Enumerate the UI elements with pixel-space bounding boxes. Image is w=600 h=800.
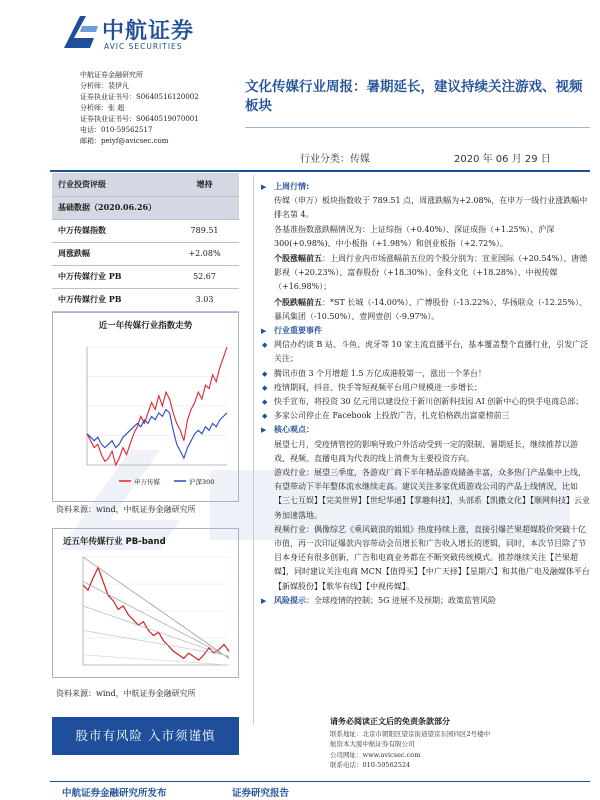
report-title: 文化传媒行业周报：暑期延长，建议持续关注游戏、视频板块 [245,79,583,114]
rating-value: 增持 [170,173,239,196]
risk-paragraph [262,594,590,608]
news-item: ◆ 快手宣布，将投资 30 亿元用以建设位于新川创新科技园 AI 创新中心的快手电商总部； [262,395,590,409]
logo-text-en: AVIC SECURITIES [104,42,183,51]
index-trend-plot [57,333,235,499]
table-row [52,219,239,242]
risk-label: 风险提示 [274,595,306,605]
losers-paragraph [262,295,590,324]
row-label: 中万传媒指数 [52,219,170,242]
paragraph: 视频行业：偶像综艺《乘风破浪的姐姐》热度持续上涨，直接引爆芒果超媒股价突破十亿市值，再一次印证爆款内容带动会员增长和广告收入增长的逻辑，同时，本次节目除了节目本身还有很多创新，广告和电商业务都在不断突破传统模式。推荐继续关注【芒果超媒】，同时建议关注电商 MCN【值得买】【中广天择】【星期六】和其他广电及融媒体平台【新媒股份】【歌华有线】【中视传媒】。 [274,524,590,591]
contact-line: 联系地址：北京市朝阳区望京街道望京东园四区2号楼中 [330,729,491,738]
row-label: 周涨跌幅 [52,242,170,265]
contact-line: 公司网址：www.avicsec.com [330,750,421,759]
section-heading-news: ▶ 行业重要事件 [262,324,590,338]
paragraph: 游戏行业：展望三季度，各游戏厂商下半年精品游戏储备丰富，众多热门产品集中上线，有望带动下半年整体流水继续走高。建议关注多家优质游戏公司的产品上线情况，比如【三七互娱】【完美世界】【世纪华通】【掌趣科技】，头部系【凯撒文化】【顺网科技】云业务加速落地。 [274,468,590,520]
contact-info [330,717,590,771]
row-value: 52.67 [170,265,239,288]
row-label: 中万传媒行业 PB [52,265,170,288]
footer-rule [50,781,590,782]
header-rule [50,170,590,172]
disclaimer-note: 请务必阅读正文后的免责条款部分 [330,717,450,726]
paragraph: 传媒（申万）板块指数收于 789.51 点，周涨跌幅为+2.08%，在申万一级行业涨跌幅中排名第 4。 [274,196,588,220]
risk-text: ：全球疫情的控制；5G 进展不及预期；政策监管风险 [306,595,497,605]
row-value: 789.51 [170,219,239,242]
basic-data-label: 基础数据（2020.06.26） [52,196,239,219]
chart-title: 近五年传媒行业 PB-band [63,537,166,547]
analyst-line: 分析师：张 超 [80,104,125,112]
rating-row [52,173,239,196]
contact-line: 联系电话：010-59562524 [330,761,411,769]
series-line-band3 [83,606,229,657]
analyst-line: 证券执业证书号：S0640516120002 [80,93,199,101]
gainers-label: 个股涨幅前五 [274,253,322,264]
index-trend-chart [52,312,239,502]
news-item: ◆ 多家公司停止在 Facebook 上投放广告，扎克伯格跌出富豪榜前三 [262,409,590,423]
section-heading-weekly: ▶ 上周行情: [262,180,590,194]
series-line-band2 [83,582,229,658]
company-logo [60,10,210,54]
avic-logo-icon [60,12,100,52]
series-line-沪深300 [87,410,227,459]
chart1-source: 资料来源：wind，中航证券金融研究所 [56,505,196,514]
report-type: 证券研究报告 [232,788,290,799]
table-row [52,288,239,311]
chart-title: 近一年传媒行业指数走势 [98,321,193,331]
title-divider [245,127,590,128]
table-row [52,265,239,288]
analyst-info [80,70,220,147]
table-row [52,242,239,265]
analyst-line: 电话：010-59562517 [80,126,153,134]
column-divider [253,175,254,725]
report-body [262,180,590,608]
row-value: 3.03 [170,288,239,311]
legend-label: 申万传媒 [134,478,160,486]
row-value: +2.08% [170,242,239,265]
losers-label: 个股跌幅前五 [274,296,322,307]
legend-label: 沪深300 [189,478,215,486]
rating-label: 行业投资评级 [52,173,170,196]
report-date: 2020 年 06 月 29 日 [454,154,551,165]
paragraph: 展望七月，受疫情管控的影响导致户外活动受到一定的限制、暑期延长，继续推荐以游戏、视频、直播电商为代表的线上消费为主要投资方向。 [274,439,578,463]
row-label: 中万传媒行业 PB [52,288,170,311]
gainers-text: ：上周行业内市场涨幅前五位的个股分别为：宣亚国际（+20.54%）、唐德影视（+20.23%）、富春股份（+18.30%）、金科文化（+18.28%）、中视传媒（+16.98%）； [274,254,588,292]
analyst-line: 邮箱：peiyf@avicsec.com [80,137,169,145]
basic-data-header-row [52,196,239,219]
basic-data-table [52,173,239,312]
pb-band-chart [52,528,239,678]
paragraph: 各基准指数涨跌幅情况为：上证综指（+0.40%）、深证成指（+1.25%）、沪深 300(+0.98%)、中小板指（+1.98%）和创业板指（+2.72%）。 [274,224,555,248]
news-item: ◆ 腾讯市值 3 个月增超 1.5 万亿成港股第一，涨出一个茅台！ [262,367,590,381]
news-item: ◆ 网信办约谈 B 站、斗鱼、虎牙等 10 家主流直播平台，基本覆盖整个直播行业，引发广泛关注； [262,338,590,366]
contact-line: 航资本大厦中航证券有限公司 [330,740,415,748]
losers-text: ：*ST 长城（-14.00%）、广博股份（-13.22%）、华扬联众（-12.25%）、暴风集团（-10.50%）、壹网壹创（-9.97%）。 [274,297,587,321]
gainers-paragraph [262,251,590,295]
news-item: ◆ 疫情期间，抖音、快手等短视频平台用户规模进一步增长； [262,381,590,395]
series-line-band5 [83,655,229,665]
publisher: 中航证券金融研究所发布 [62,788,167,799]
analyst-line: 分析师：裴伊凡 [80,82,129,90]
analyst-line: 证券执业证书号：S0640519070001 [80,115,199,123]
section-heading-core: ▶ 核心观点： [262,423,590,437]
logo-text-cn: 中航证券 [102,19,195,44]
analyst-line: 中航证券金融研究所 [80,71,143,79]
industry-category: 行业分类：传媒 [300,154,370,165]
chart2-source: 资料来源：wind，中航证券金融研究所 [56,689,196,698]
pb-band-plot [57,549,235,675]
risk-slogan: 股市有风险 入市须谨慎 [52,717,239,755]
